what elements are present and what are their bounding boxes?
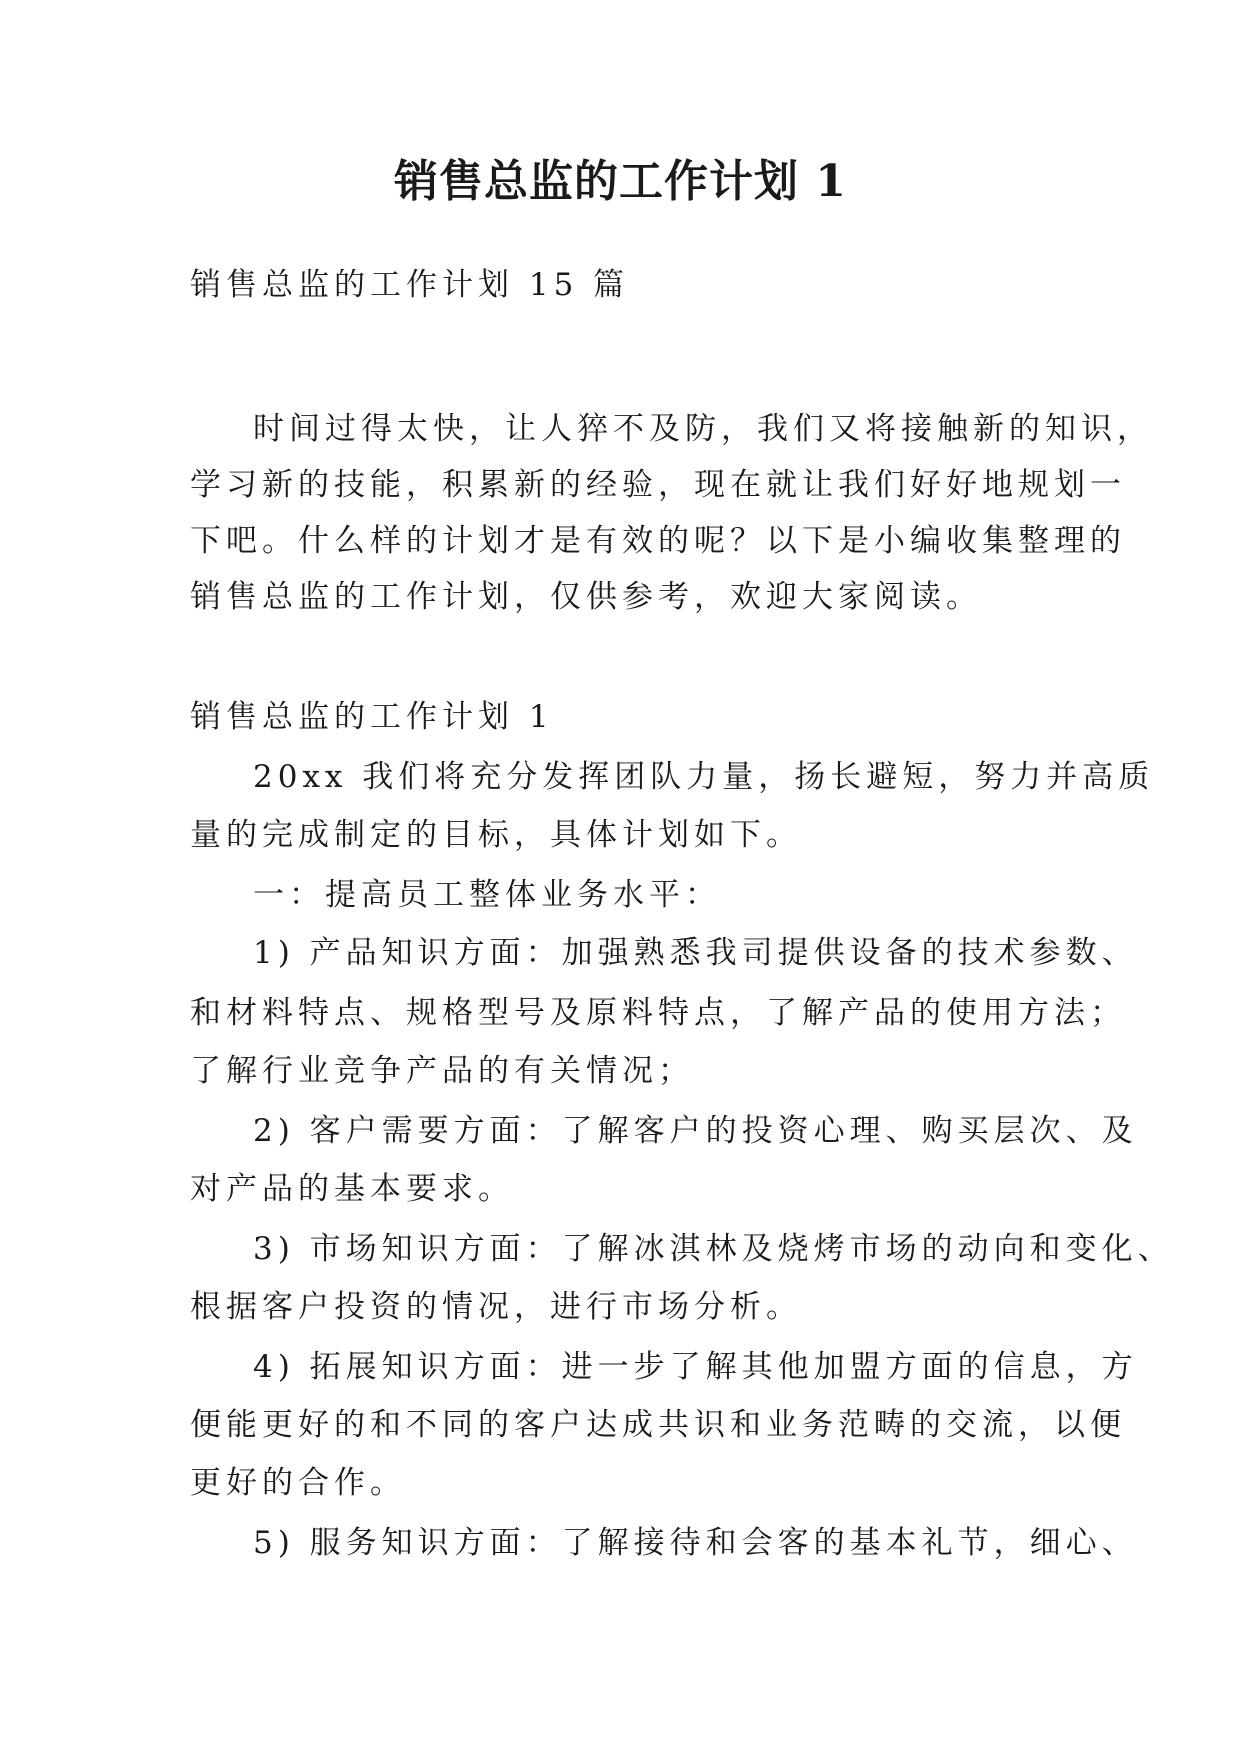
body-line: 4) 拓展知识方面：进一步了解其他加盟方面的信息，方: [253, 1349, 1138, 1385]
body-line: 一：提高员工整体业务水平：: [253, 877, 721, 913]
body-line: 便能更好的和不同的客户达成共识和业务范畴的交流，以便: [190, 1407, 1126, 1443]
intro-line: 时间过得太快，让人猝不及防，我们又将接触新的知识，: [253, 411, 1153, 447]
body-line: 20xx 我们将充分发挥团队力量，扬长避短，努力并高质: [253, 759, 1155, 795]
body-line: 3) 市场知识方面：了解冰淇林及烧烤市场的动向和变化、: [253, 1231, 1174, 1267]
document-title: 销售总监的工作计划 1: [394, 156, 847, 207]
section-heading: 销售总监的工作计划 1: [190, 699, 554, 735]
body-line: 更好的合作。: [190, 1465, 406, 1501]
intro-line: 下吧。什么样的计划才是有效的呢？以下是小编收集整理的: [190, 523, 1126, 559]
body-line: 5) 服务知识方面：了解接待和会客的基本礼节，细心、: [253, 1525, 1138, 1561]
body-line: 2) 客户需要方面：了解客户的投资心理、购买层次、及: [253, 1113, 1138, 1149]
intro-line: 学习新的技能，积累新的经验，现在就让我们好好地规划一: [190, 467, 1126, 503]
body-line: 对产品的基本要求。: [190, 1171, 514, 1207]
intro-line: 销售总监的工作计划，仅供参考，欢迎大家阅读。: [190, 579, 982, 615]
document-subtitle: 销售总监的工作计划 15 篇: [190, 267, 630, 303]
body-line: 量的完成制定的目标，具体计划如下。: [190, 817, 802, 853]
body-line: 和材料特点、规格型号及原料特点，了解产品的使用方法；: [190, 995, 1126, 1031]
body-line: 1) 产品知识方面：加强熟悉我司提供设备的技术参数、: [253, 935, 1138, 971]
body-line: 了解行业竞争产品的有关情况；: [190, 1053, 694, 1089]
body-line: 根据客户投资的情况，进行市场分析。: [190, 1289, 802, 1325]
